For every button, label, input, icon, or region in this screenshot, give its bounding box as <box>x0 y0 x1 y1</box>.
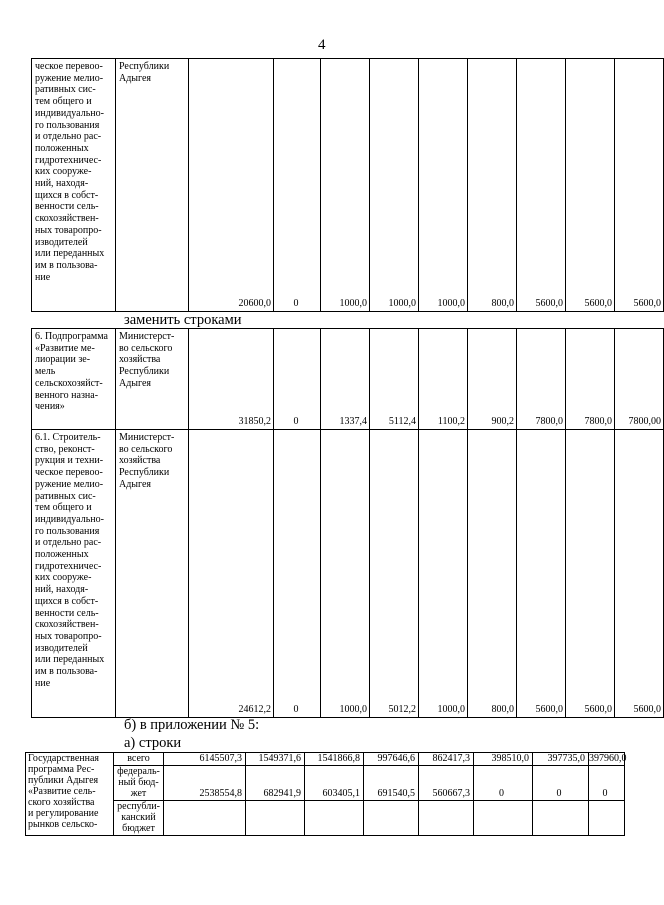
value-cell: 20600,0 <box>189 59 274 312</box>
text-line: ство, реконст- <box>35 443 95 455</box>
value-cell: 560667,3 <box>419 766 474 801</box>
text-line: рукция и техни- <box>35 455 104 467</box>
text-line: скохозяйствен- <box>35 619 99 631</box>
value-cell: 1000,0 <box>419 430 468 718</box>
text-line: Республики <box>119 467 170 479</box>
text-line: го пользования <box>35 525 100 537</box>
value-cell: 0 <box>274 59 321 312</box>
text-line: Министерст- <box>119 432 175 443</box>
table-row <box>32 430 664 718</box>
text-line: ческое перевоо- <box>35 467 103 479</box>
table-appendix5 <box>25 752 625 836</box>
value-cell: 5600,0 <box>517 59 566 312</box>
table-row <box>32 59 664 312</box>
text-line: жет <box>130 788 147 799</box>
value-cell: 862417,3 <box>419 753 474 766</box>
value-cell <box>419 801 474 836</box>
text-line: чения» <box>35 401 65 413</box>
value-cell: 7800,0 <box>517 329 566 430</box>
value-cell: 0 <box>533 766 589 801</box>
text-line: или переданных <box>35 248 105 260</box>
rows-heading: а) строки <box>124 735 182 751</box>
value-cell: 0 <box>274 329 321 430</box>
row-description <box>32 329 116 430</box>
text-line: 6.1. Строитель- <box>35 432 101 443</box>
text-line: скохозяйствен- <box>35 213 99 225</box>
text-line: республи- <box>117 801 160 812</box>
text-line: федераль- <box>117 766 160 777</box>
text-line: гидротехничес- <box>35 560 102 572</box>
value-cell: 800,0 <box>468 59 517 312</box>
text-line: ний, находя- <box>35 584 89 596</box>
appendix-heading: б) в приложении № 5: <box>124 717 260 733</box>
text-line: во сельского <box>119 342 173 354</box>
value-cell: 1000,0 <box>321 430 370 718</box>
text-line: и отдельно рас- <box>35 537 102 549</box>
value-cell: 5600,0 <box>517 430 566 718</box>
value-cell: 1000,0 <box>370 59 419 312</box>
text-line: «Развитие сель- <box>28 786 96 797</box>
text-line: тем общего и <box>35 96 92 108</box>
text-line: тем общего и <box>35 502 92 514</box>
text-line: мель <box>35 366 56 378</box>
value-cell: 5112,4 <box>370 329 419 430</box>
value-cell: 800,0 <box>468 430 517 718</box>
row-responsible <box>116 430 189 718</box>
value-cell: 1000,0 <box>321 59 370 312</box>
text-line: изводителей <box>35 642 88 654</box>
value-cell: 1337,4 <box>321 329 370 430</box>
table-row <box>26 801 625 836</box>
table-continuation <box>31 58 664 312</box>
text-line: всего <box>127 753 150 764</box>
value-cell: 1541866,8 <box>305 753 364 766</box>
text-line: Республики <box>119 61 170 72</box>
row-responsible <box>116 329 189 430</box>
text-line: ный бюд- <box>118 777 159 788</box>
value-cell: 397960,0 <box>589 753 627 764</box>
text-line: Республики <box>119 366 170 378</box>
value-cell: 5600,0 <box>615 430 664 718</box>
value-cell: 398510,0 <box>474 753 533 766</box>
text-line: индивидуально- <box>35 107 104 119</box>
text-line: программа Рес- <box>28 764 95 775</box>
text-line: го пользования <box>35 119 100 131</box>
text-line: хозяйства <box>119 455 161 467</box>
text-line: во сельского <box>119 443 173 455</box>
text-line: венности сель- <box>35 201 99 213</box>
value-cell: 5600,0 <box>566 59 615 312</box>
text-line: венности сель- <box>35 607 99 619</box>
replace-heading: заменить строками <box>124 312 242 328</box>
text-line: изводителей <box>35 236 88 248</box>
text-line: рынков сельско- <box>28 819 98 830</box>
text-line: щихся в собст- <box>35 595 99 607</box>
value-cell: 1549371,6 <box>246 753 305 766</box>
table-replacement <box>31 328 664 718</box>
value-cell: 5600,0 <box>566 430 615 718</box>
text-line: ративных сис- <box>35 84 96 96</box>
text-line: ского хозяйства <box>28 797 95 808</box>
text-line: венного назна- <box>35 389 99 401</box>
value-cell: 5012,2 <box>370 430 419 718</box>
text-line: ческое перевоо- <box>35 61 103 72</box>
table-row <box>32 329 664 430</box>
text-line: ративных сис- <box>35 490 96 502</box>
value-cell: 0 <box>274 430 321 718</box>
value-cell: 7800,0 <box>566 329 615 430</box>
text-line: или переданных <box>35 654 105 666</box>
table-row <box>26 766 625 801</box>
value-cell: 397735,0 <box>533 753 589 766</box>
text-line: им в пользова- <box>35 666 98 678</box>
text-line: ких сооруже- <box>35 572 92 584</box>
value-cell: 1000,0 <box>419 59 468 312</box>
value-cell <box>246 801 305 836</box>
text-line: индивидуально- <box>35 513 104 525</box>
text-line: Адыгея <box>119 478 152 490</box>
value-cell: 691540,5 <box>364 766 419 801</box>
value-cell: 1100,2 <box>419 329 468 430</box>
value-cell: 603405,1 <box>305 766 364 801</box>
value-cell <box>364 801 419 836</box>
text-line: Адыгея <box>119 377 152 389</box>
text-line: публики Адыгея <box>28 775 99 786</box>
value-cell: 7800,00 <box>615 329 664 430</box>
text-line: ние <box>35 271 51 283</box>
text-line: ных товаропро- <box>35 224 102 236</box>
text-line: ний, находя- <box>35 178 89 190</box>
value-cell <box>474 801 533 836</box>
text-line: ние <box>35 677 51 689</box>
text-line: канский <box>121 812 156 823</box>
value-cell <box>589 801 625 836</box>
text-line: щихся в собст- <box>35 189 99 201</box>
text-line: Государственная <box>28 753 100 764</box>
table-row <box>26 753 625 766</box>
source-label <box>114 801 164 836</box>
text-line: Адыгея <box>119 72 152 84</box>
value-cell: 31850,2 <box>189 329 274 430</box>
text-line: и отдельно рас- <box>35 131 102 143</box>
value-cell <box>533 801 589 836</box>
text-line: бюджет <box>122 823 155 834</box>
value-cell: 24612,2 <box>189 430 274 718</box>
row-description <box>32 430 116 718</box>
row-description <box>26 753 114 836</box>
source-label <box>114 766 164 801</box>
value-cell <box>164 801 246 836</box>
text-line: лиорации зе- <box>35 354 91 366</box>
text-line: Министерст- <box>119 331 175 342</box>
text-line: ружение мелио- <box>35 72 104 84</box>
value-cell: 0 <box>474 766 533 801</box>
page-number: 4 <box>318 37 326 53</box>
text-line: им в пользова- <box>35 259 98 271</box>
text-line: гидротехничес- <box>35 154 102 166</box>
text-line: и регулирование <box>28 808 99 819</box>
value-cell <box>305 801 364 836</box>
text-line: ных товаропро- <box>35 630 102 642</box>
value-cell: 5600,0 <box>615 59 664 312</box>
value-cell: 900,2 <box>468 329 517 430</box>
value-cell: 2538554,8 <box>164 766 246 801</box>
row-responsible <box>116 59 189 312</box>
source-label <box>114 753 164 766</box>
row-description <box>32 59 116 312</box>
value-cell: 6145507,3 <box>164 753 246 766</box>
text-line: 6. Подпрограмма <box>35 331 108 342</box>
text-line: сельскохозяйст- <box>35 377 103 389</box>
text-line: положенных <box>35 142 89 154</box>
text-line: хозяйства <box>119 354 161 366</box>
text-line: ружение мелио- <box>35 478 104 490</box>
value-cell: 997646,6 <box>364 753 419 766</box>
text-line: ких сооруже- <box>35 166 92 178</box>
value-cell: 0 <box>589 766 625 801</box>
value-cell: 682941,9 <box>246 766 305 801</box>
text-line: положенных <box>35 549 89 561</box>
text-line: «Развитие ме- <box>35 342 95 354</box>
